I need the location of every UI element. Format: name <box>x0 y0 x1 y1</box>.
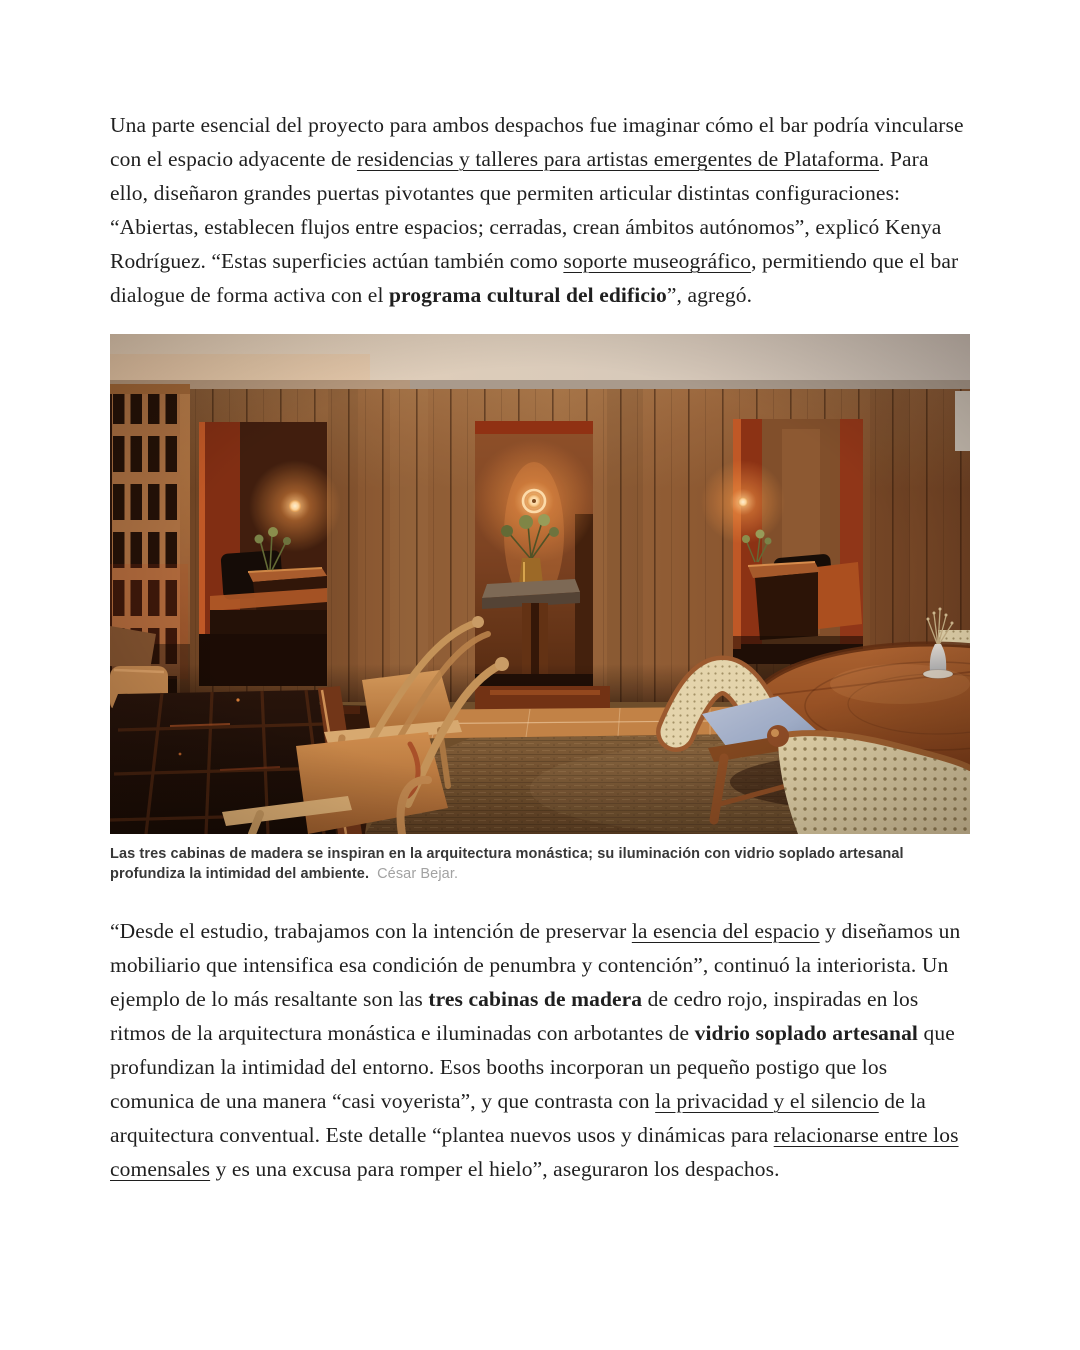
inline-link[interactable]: la privacidad y el silencio <box>655 1089 879 1113</box>
text-segment: Una parte esencial del proyecto para ambos despachos fue imaginar cómo el bar podría vincularse con el espacio adyacente de <box>110 113 964 171</box>
text-segment: tres cabinas de madera <box>428 987 643 1011</box>
text-segment: ”, agregó. <box>666 283 753 307</box>
caption-text: Las tres cabinas de madera se inspiran en la arquitectura monástica; su iluminación con vidrio soplado artesanal profundiza la intimidad del ambiente. <box>110 846 904 882</box>
text-segment: y es una excusa para romper el hielo”, aseguraron los despachos. <box>210 1157 780 1181</box>
inline-link[interactable]: residencias y talleres para artistas emergentes de Plataforma <box>356 147 880 171</box>
paragraph-intro <box>110 108 970 312</box>
text-segment: de la arquitectura conventual. Este detalle “plantea nuevos usos y dinámicas para <box>110 1089 926 1147</box>
inline-link[interactable]: soporte museográfico <box>563 249 752 273</box>
text-segment: vidrio soplado artesanal <box>694 1021 919 1045</box>
text-segment: que profundizan la intimidad del entorno. Esos booths incorporan un pequeño postigo que los comunica de una manera “casi voyerista”, y que contrasta con <box>110 1021 955 1113</box>
text-segment: . Para ello, diseñaron grandes puertas pivotantes que permiten articular distintas configuraciones: “Abiertas, establecen flujos entre espacios; cerradas, crean ámbitos autónomos”, explicó Kenya Rodríguez. “Estas superficies actúan también como <box>110 147 942 273</box>
interior-photo-illustration <box>110 334 970 834</box>
text-segment: “Desde el estudio, trabajamos con la intención de preservar <box>110 919 632 943</box>
text-segment: y diseñamos un mobiliario que intensifica esa condición de penumbra y contención”, continuó la interiorista. Un ejemplo de lo más resaltante son las <box>110 919 961 1011</box>
photo-credit: César Bejar. <box>377 866 459 882</box>
vignette <box>110 334 970 834</box>
paragraph-booths <box>110 914 970 1186</box>
text-segment: programa cultural del edificio <box>389 283 667 307</box>
article-body <box>110 108 970 1186</box>
text-segment: de cedro rojo, inspiradas en los ritmos de la arquitectura monástica e iluminadas con arbotantes de <box>110 987 919 1045</box>
photo-caption <box>110 844 970 884</box>
inline-link[interactable]: la esencia del espacio <box>631 919 820 943</box>
text-segment: , permitiendo que el bar dialogue de forma activa con el <box>110 249 959 307</box>
photo-figure <box>110 334 970 884</box>
inline-link[interactable]: relacionarse entre los comensales <box>110 1123 959 1181</box>
interior-photo <box>110 334 970 834</box>
